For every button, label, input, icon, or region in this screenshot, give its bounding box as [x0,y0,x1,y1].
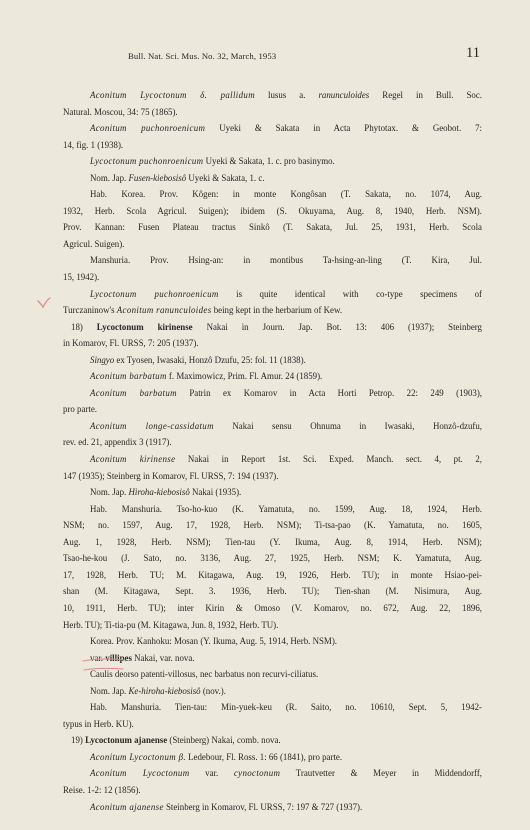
text-line [63,286,482,303]
text-line [63,401,482,418]
page-header [0,45,530,67]
text-line [63,87,482,104]
text-line [63,434,482,451]
text-segment: Tsao-he-kou (J. Sato, no. 3136, Aug. 27, 1925, Herb. NSM; K. Yamatuta, Aug. [63,553,482,564]
text-segment: cynoctonum [233,768,281,779]
text-line [63,782,482,799]
text-segment: being kept in the herbarium of Kew. [211,305,343,316]
text-line [63,451,482,468]
text-segment: 147 (1935); Steinberg in Komarov, Fl. URSS, 7: 194 (1937). [63,470,279,481]
text-segment: Nakai in Report 1st. Sci. Exped. Manch. sect. 4, pt. 2, [175,454,482,465]
pen-check-mark-icon [37,297,51,309]
text-segment: Aconitum Lycoctonum [90,768,190,779]
text-segment: Reise. 1-2: 12 (1856). [63,784,141,795]
text-segment: Nakai sensu Ohnuma in Iwasaki, Honzô-dzufu, [213,420,482,431]
text-segment: var. [189,768,234,779]
text-segment: ex Tyosen, Iwasaki, Honzô Dzufu, 25: fol. 11 (1838). [114,354,306,365]
text-line [63,418,482,435]
text-line [63,137,482,154]
text-line [63,484,482,501]
text-line [63,799,482,816]
text-line [63,699,482,716]
text-segment: 15, 1942). [63,272,100,283]
text-line [63,219,482,236]
text-segment: (Steinberg) Nakai, comb. nova. [167,735,281,746]
text-line [63,600,482,617]
text-segment: 19) [71,735,86,746]
text-segment: Caulis deorso patenti-villosus, nec barbatus non recurvi-ciliatus. [90,669,319,680]
text-segment: Fusen-kiebosisô [128,172,187,183]
text-segment: Korea. Prov. Kanhoku: Mosan (Y. Ikuma, Aug. 5, 1914, Herb. NSM). [90,636,337,647]
text-segment: Hab. Korea. Prov. Kôgen: in monte Kongôsan (T. Sakata, no. 1074, Aug. [90,189,482,200]
text-line [63,534,482,551]
text-line [63,765,482,782]
text-segment: typus in Herb. KU). [63,718,134,729]
journal-citation: Bull. Nat. Sci. Mus. No. 32, March, 1953 [128,51,277,61]
text-segment: 14, fig. 1 (1938). [63,139,124,150]
text-line [63,203,482,220]
text-segment: ranunculoides [318,90,370,100]
page-number: 11 [466,45,480,61]
text-segment: Uyeki & Sakata, 1. c. [186,172,265,183]
text-segment: Hab. Manshuria. Tso-ho-kuo (K. Yamatuta, no. 1599, Aug. 18, 1924, Herb. [90,503,482,514]
text-segment: rev. ed. 21, appendix 3 (1917). [63,437,172,448]
text-line [63,368,482,385]
text-segment: Aconitum barbatum [90,371,167,382]
text-segment: 1932, Herb. Scola Agricul. Suigen); ibidem (S. Okuyama, Aug. 8, 1940, Herb. NSM). [63,205,482,216]
text-line [63,153,482,170]
text-segment: is quite identical with co-type specimens of [218,288,482,299]
text-segment: Uyeki & Sakata, 1. c. pro basinymo. [203,156,335,167]
text-line [63,583,482,600]
text-segment: Regel in Bull. Soc. [369,90,482,100]
text-segment: Aconitum longe-cassidatum [90,420,214,431]
article-body [63,87,482,815]
text-segment: Aconitum Lycoctonum β. [90,751,186,762]
text-segment: Nakai in Journ. Jap. Bot. 13: 406 (1937); Steinberg [192,321,482,332]
text-segment: Aconitum barbatum [90,387,177,398]
text-line [63,567,482,584]
text-line [63,352,482,369]
text-segment: Hab. Manshuria. Tien-tau: Min-yuek-keu (R. Saito, no. 10610, Sept. 5, 1942- [90,702,482,713]
text-segment: 10, 1911, Herb. TU); inter Kirin & Omoso (V. Komarov, no. 672, Aug. 22, 1896, [63,602,482,613]
text-segment: Agricul. Suigen). [63,238,125,249]
text-line [63,170,482,187]
text-segment: Nom. Jap. [90,487,129,498]
text-line [63,732,482,749]
text-segment: Natural. Moscou, 34: 75 (1865). [63,106,178,117]
text-segment: Prov. Kannan: Fusen Plateau tractus Sinkô (T. Sakata, Jul. 25, 1931, Herb. Scola [63,222,482,233]
text-line [63,120,482,137]
text-segment: f. Maximowicz, Prim. Fl. Amur. 24 (1859). [166,371,323,382]
text-line [63,633,482,650]
text-segment: Steinberg in Komarov, Fl. URSS, 7: 197 & 727 (1937). [163,801,363,812]
text-segment: Singyo [90,354,115,365]
text-segment: villipes [105,652,132,663]
text-segment: Turczaninow's [63,305,117,316]
text-segment: pro parte. [63,404,98,415]
text-line [63,319,482,336]
text-line [63,335,482,352]
text-segment: Aconitum puchonroenicum [90,123,206,134]
text-segment: 17, 1928, Herb. TU; M. Kitagawa, Aug. 19, 1926, Herb. TU); in monte Hsiao-pei- [63,569,482,580]
text-line [63,550,482,567]
text-segment: Aconitum ajanense [90,801,164,812]
text-segment: lusus a. [254,90,319,100]
text-segment: Nakai (1935). [189,487,242,498]
text-segment: Nom. Jap. [90,172,129,183]
text-segment: in Komarov, Fl. URSS, 7: 205 (1937). [63,338,199,349]
text-line [63,683,482,700]
text-segment: var. [90,652,106,663]
text-segment: Nakai, var. nova. [131,652,195,663]
text-segment: Trautvetter & Meyer in Middendorff, [280,768,482,779]
text-line [63,385,482,402]
text-segment: (nov.). [200,685,226,696]
text-line [63,186,482,203]
text-line [63,269,482,286]
pen-underline-mark [81,656,127,674]
text-line [63,468,482,485]
text-segment: Nom. Jap. [90,685,129,696]
text-segment: Manshuria. Prov. Hsing-an: in montibus Ta-hsing-an-ling (T. Kira, Jul. [90,255,482,266]
text-line [63,252,482,269]
text-segment: Uyeki & Sakata in Acta Phytotax. & Geobot. 7: [205,123,482,134]
text-line [63,501,482,518]
text-segment: Patrin ex Komarov in Acta Horti Petrop. 22: 249 (1903), [176,387,482,398]
text-segment: NSM; no. 1597, Aug. 17, 1928, Herb. NSM); Ti-tsa-pao (K. Yamatuta, no. 1605, [63,520,482,531]
text-segment: 18) [71,321,97,332]
text-segment: Aconitum Lycoctonum δ. pallidum [90,90,255,100]
text-segment: Lycoctonum puchonroenicum [90,288,219,299]
text-segment: Ledebour, Fl. Ross. 1: 66 (1841), pro parte. [185,751,343,762]
text-segment: Aconitum ranunculoides [116,305,212,316]
text-segment: shan (M. Kitagawa, Sept. 3. 1936, Herb. TU); Tien-shan (M. Nisimura, Aug. [63,586,482,597]
text-line [63,104,482,121]
text-line [63,749,482,766]
text-segment: Lycoctonum ajanense [85,735,168,746]
text-segment: Aug. 1, 1928, Herb. NSM); Tien-tau (Y. Ikuma, Aug. 8, 1914, Herb. NSM); [63,536,482,547]
text-line [63,517,482,534]
text-segment: Hiroha-kiebosisô [128,487,190,498]
text-segment: Lycoctonum puchonroenicum [90,156,204,167]
text-segment: Aconitum kirinense [90,454,176,465]
text-segment: Lycoctonum kirinense [96,321,193,332]
text-line [63,617,482,634]
text-segment: Herb. TU); Ti-tia-pu (M. Kitagawa, Jun. 8, 1932, Herb. TU). [63,619,279,630]
text-segment: Ke-hiroha-kiebosisô [128,685,201,696]
text-line [63,236,482,253]
text-line [63,716,482,733]
text-line [63,302,482,319]
